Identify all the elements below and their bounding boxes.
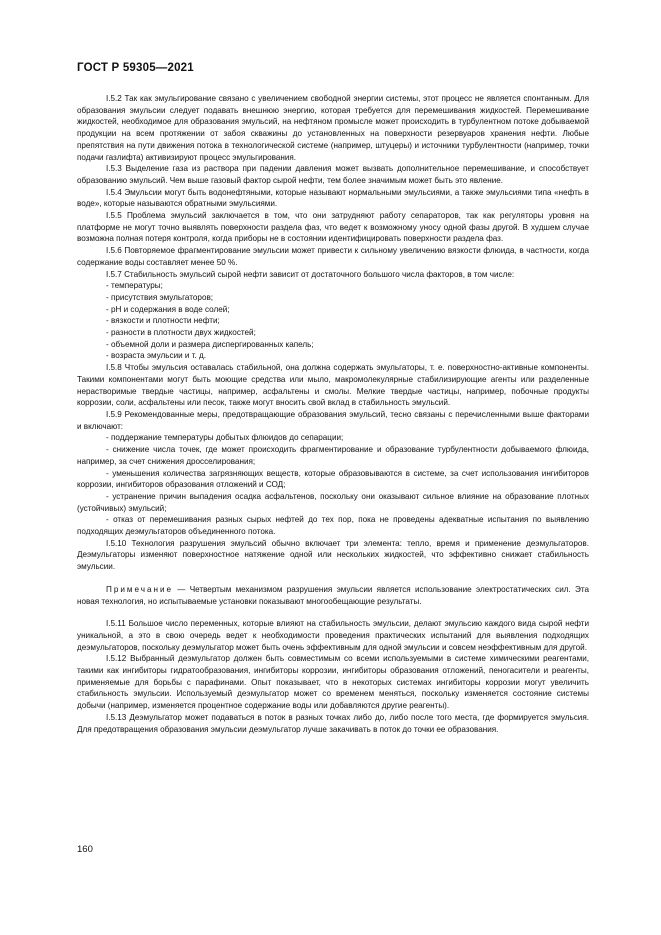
factor-list-item: - возраста эмульсии и т. д.: [106, 351, 207, 361]
note: [77, 584, 589, 607]
paragraph-5-6: I.5.6 Повторяемое фрагментирование эмульсии может привести к сильному увеличению вязкости флюида, в частности, когда содержание воды составляет менее 50 %.: [77, 246, 589, 267]
document-header: ГОСТ Р 59305—2021: [77, 62, 194, 74]
paragraph-5-9: I.5.9 Рекомендованные меры, предотвращающие образования эмульсий, тесно связаны с перечисленными выше факторами и включают:: [77, 409, 589, 431]
measure-list-item: - устранение причин выпадения осадка асфальтенов, поскольку они оказывают сильное влияние на образование плотных (устойчивых) эмульсий;: [77, 491, 589, 513]
paragraph-5-7: I.5.7 Стабильность эмульсий сырой нефти зависит от достаточного большого числа факторов, в том числе:: [106, 269, 515, 279]
measure-list-item: - уменьшения количества загрязняющих веществ, которые образовываются в системе, за счет использования ингибиторов коррозии, ингибиторов образования отложений и СОД;: [77, 468, 589, 490]
measure-list-item: - отказ от перемешивания разных сырых нефтей до тех пор, пока не проведены адекватные испытания по выявлению подходящих деэмульгаторов объединенного потока.: [77, 515, 589, 537]
paragraph-5-3: I.5.3 Выделение газа из раствора при падении давления может вызвать дополнительное перемешивание, и способствует образованию эмульсий. Чем выше газовый фактор сырой нефти, тем более значимым может быть это явление.: [77, 164, 589, 185]
factor-list-item: - pH и содержания в воде солей;: [106, 304, 230, 314]
paragraph-5-13: I.5.13 Деэмульгатор может подаваться в поток в разных точках либо до, либо после того места, где формируется эмульсия. Для предотвращения образования эмульсии деэмульгатор лучше закачивать в поток до точки ее образования.: [77, 712, 589, 734]
factor-list-item: - объемной доли и размера диспергированных капель;: [106, 339, 314, 349]
document-body: [77, 93, 589, 735]
measure-list-item: - снижение числа точек, где может происходить фрагментирование и образование турбулентности добываемого флюида, например, за счет снижения дросселирования;: [77, 445, 589, 466]
paragraph-5-12: I.5.12 Выбранный деэмульгатор должен быть совместимым со всеми используемыми в системе химическими реагентами, такими как ингибиторы гидратообразования, ингибиторы коррозии, ингибиторы образования отложений, пеногасители и реагенты, применяемые для борьбы с парафинами. Опыт показывает, что в некоторых системах ингибиторы коррозии могут увеличить стабильность эмульсии. Используемый деэмульгатор может со временем меняться, поскольку изменяется состояние системы добычи (например, изменяется процентное содержание воды или добавляются другие реагенты).: [77, 654, 589, 711]
paragraph-5-8: I.5.8 Чтобы эмульсия оставалась стабильной, она должна содержать эмульгаторы, т. е. поверхностно-активные компоненты. Такими компонентами могут быть моющие средства или мыло, макромолекулярные стабилизирующие агенты или разделенные нерастворимые твердые частицы, например, асфальтены и смолы. Мелкие твердые частицы, например, побочные продукты коррозии, соли, асфальтены или песок, также могут вносить свой вклад в стабильность эмульсий.: [77, 363, 589, 408]
paragraph-5-5: I.5.5 Проблема эмульсий заключается в том, что они затрудняют работу сепараторов, так как регуляторы уровня на платформе не могут точно выявлять поверхности раздела фаз, что ведет к возможному уносу одной фазы другой. В худшем случае возможна полная потеря контроля, когда приборы не в состоянии идентифицировать поверхности раздела фаз.: [77, 211, 589, 244]
paragraph-5-11: I.5.11 Большое число переменных, которые влияют на стабильность эмульсии, делают эмульсию каждого вида сырой нефти уникальной, а это в свою очередь ведет к необходимости проведения практических испытаний для выявления подходящих деэмульгаторов, поскольку деэмульгатор может быть очень эффективным для одной эмульсии и совсем неэффективным для другой.: [77, 619, 589, 652]
paragraph-5-10: I.5.10 Технология разрушения эмульсий обычно включает три элемента: тепло, время и применение деэмульгаторов. Деэмульгаторы изменяют поверхностное натяжение одной или нескольких жидкостей, что эффективно снижает стабильность эмульсии.: [77, 538, 589, 572]
page-number: 160: [77, 844, 93, 855]
factor-list-item: - вязкости и плотности нефти;: [106, 316, 220, 326]
factor-list-item: - присутствия эмульгаторов;: [106, 292, 214, 302]
note-text: — Четвертым механизмом разрушения эмульсии является использование электростатических сил. Эта новая технология, но испытываемые установки показывают многообещающие результаты.: [77, 584, 589, 606]
paragraph-5-2: I.5.2 Так как эмульгирование связано с увеличением свободной энергии системы, этот процесс не является спонтанным. Для образования эмульсии следует подавать внешнюю энергию, которая требуется для перемешивания жидкостей. Перемешивание жидкостей, необходимое для образования эмульсий, на нефтяном промысле может происходить в турбулентном потоке добываемой продукции на всем протяжении от забоя скважины до установленных на поверхности резервуаров хранения нефти. Любые препятствия на пути движения потока в технологической системе (например, штуцеры) и источники турбулентности (например, точки подачи газлифта) активизируют процесс эмульгирования.: [77, 94, 589, 162]
measure-list-item: - поддержание температуры добытых флюидов до сепарации;: [106, 433, 344, 443]
factor-list-item: - температуры;: [106, 281, 163, 291]
factor-list-item: - разности в плотности двух жидкостей;: [106, 328, 256, 338]
note-label: Примечание: [106, 584, 174, 594]
paragraph-5-4: I.5.4 Эмульсии могут быть водонефтяными, которые называют нормальными эмульсиями, а также эмульсиями типа «нефть в воде», которые называются обратными эмульсиями.: [77, 187, 589, 209]
